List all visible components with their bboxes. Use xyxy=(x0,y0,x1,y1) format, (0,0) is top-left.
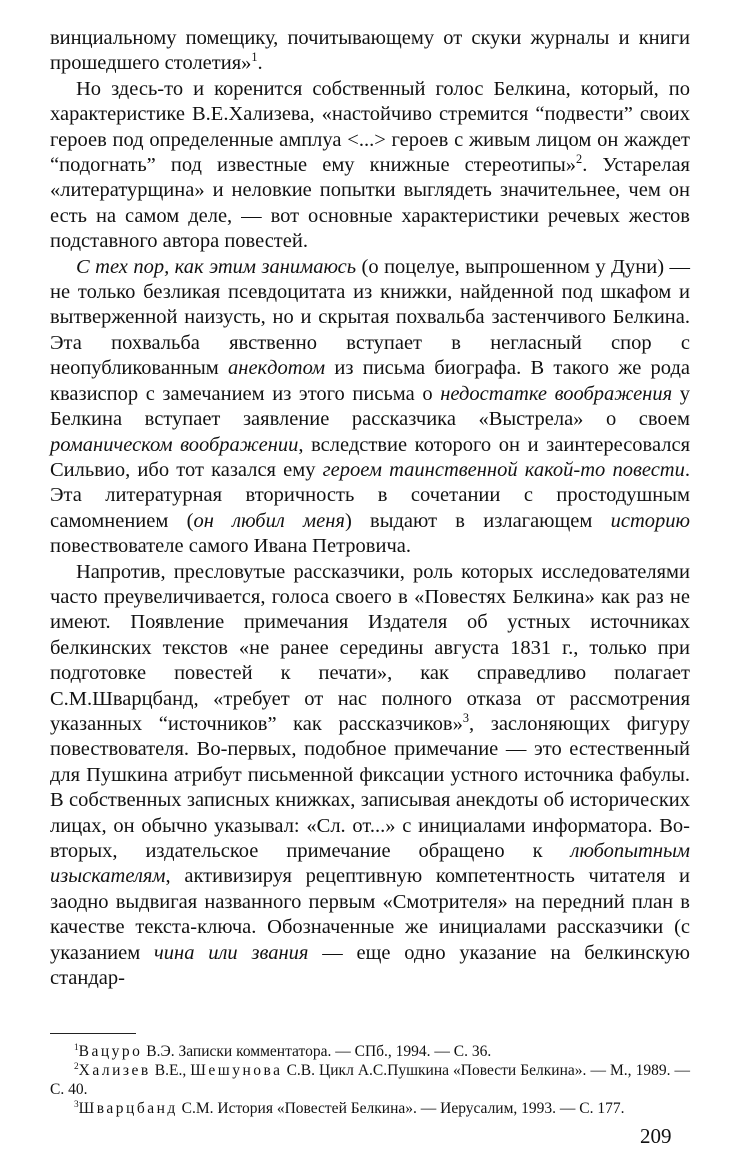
text-run: . Эта литературная вторичность в сочетании с простодушным самомнением ( xyxy=(50,458,690,532)
italic-text: анекдотом xyxy=(228,357,326,380)
paragraph xyxy=(50,255,690,560)
author-surname: Шешунова xyxy=(190,1062,283,1080)
italic-text: чина или звания xyxy=(154,941,309,964)
italic-text: любопытным изыскателям xyxy=(50,840,690,888)
text-run: С.В. Цикл А.С.Пушкина «Повести Белкина». — М., 1989. — С. 40. xyxy=(50,1062,690,1099)
footnote-marker: 3 xyxy=(74,1100,79,1111)
text-run: , заслоняющих фигуру повествователя. Во-первых, подобное примечание — это естественный для Пушкина атрибут письменной фиксации устного источника фабулы. В собственных записных книжках, записывая анекдоты об исторических лицах, он обычно указывал: «Сл. от...» с инициалами информатора. Во-вторых, издательское примечание обращено к xyxy=(50,712,690,862)
text-run: , вследствие которого он и заинтересовался Сильвио, ибо тот казался ему xyxy=(50,433,691,481)
text-run: В.Э. Записки комментатора. — СПб., 1994. — С. 36. xyxy=(142,1043,492,1061)
footnote-separator xyxy=(50,1033,136,1034)
text-run: Напротив, пресловутые рассказчики, роль которых исследователями часто преувеличивается, голоса своего в «Повестях Белкина» как раз не имеют. Появление примечания Издателя об устных источниках белкинских текстов «не ранее середины августа 1831 г., только при подготовке повестей к печати», как справедливо полагает С.М.Шварцбанд, «требует от нас полного отказа от рассмотрения указанных “источников” как рассказчиков» xyxy=(50,560,690,735)
footnote-marker: 2 xyxy=(576,152,583,167)
page-number: 209 xyxy=(640,1124,672,1148)
paragraph xyxy=(50,77,690,255)
italic-text: героем таинственной какой-то повести xyxy=(322,458,685,481)
text-run: — еще одно указание на белкинскую стандар- xyxy=(50,941,690,990)
italic-text: историю xyxy=(610,509,690,532)
footnote xyxy=(50,1099,690,1118)
footnote-marker: 1 xyxy=(74,1043,79,1054)
text-run: С.М. История «Повестей Белкина». — Иерусалим, 1993. — С. 177. xyxy=(177,1100,625,1118)
text-run: у Белкина вступает заявление рассказчика «Выстрела» о своем xyxy=(50,382,691,431)
italic-text: романическом воображении xyxy=(50,433,299,456)
text-run: (о поцелуе, выпрошенном у Дуни) — не только безликая псевдоцитата из книжки, найденной под шкафом и вытверженной наизусть, но и скрытая похвальба застенчивого Белкина. Эта похвальба явственно вступает в негласный спор с неопубликованным xyxy=(50,255,691,380)
italic-text: недостатке воображения xyxy=(440,382,673,405)
footnote-marker: 1 xyxy=(251,50,258,65)
footnote xyxy=(50,1061,690,1099)
paragraph xyxy=(50,26,690,77)
footnote-marker: 3 xyxy=(462,711,469,726)
text-run: винциальному помещику, почитывающему от скуки журналы и книги прошедшего столетия» xyxy=(50,27,690,75)
italic-text: С тех пор, как этим занимаюсь xyxy=(76,255,357,278)
main-text xyxy=(50,26,690,991)
text-run: ) выдают в излагающем xyxy=(344,509,611,532)
footnote xyxy=(50,1042,690,1061)
footnote-marker: 2 xyxy=(74,1062,79,1073)
footnotes xyxy=(50,1042,690,1118)
author-surname: Шварцбанд xyxy=(78,1100,178,1118)
book-page xyxy=(50,26,690,1118)
text-run: . xyxy=(257,52,263,75)
text-run: . Устарелая «литературщина» и неловкие попытки выглядеть значительнее, чем он есть на самом деле, — вот основные характеристики речевых жестов подставного автора повестей. xyxy=(50,154,690,253)
text-run: , активизируя рецептивную компетентность читателя и заодно выдвигая названного первым «Смотрителя» на передний план в качестве текста-ключа. Обозначенные же инициалами рассказчики (с указанием xyxy=(50,865,690,964)
text-run: В.Е., xyxy=(150,1062,191,1080)
author-surname: Вацуро xyxy=(78,1043,143,1061)
text-run: повествователе самого Ивана Петровича. xyxy=(50,535,411,558)
text-run: из письма биографа. В такого же рода квазиспор с замечанием из этого письма о xyxy=(50,357,690,405)
italic-text: он любил меня xyxy=(193,509,345,532)
author-surname: Хализев xyxy=(78,1062,151,1080)
paragraph xyxy=(50,560,690,992)
text-run: Но здесь-то и коренится собственный голос Белкина, который, по характеристике В.Е.Хализева, «настойчиво стремится “подвести” своих героев под определенные амплуа <...> героев с живым лицом он жаждет “подогнать” под известные ему книжные стереотипы» xyxy=(50,77,690,177)
